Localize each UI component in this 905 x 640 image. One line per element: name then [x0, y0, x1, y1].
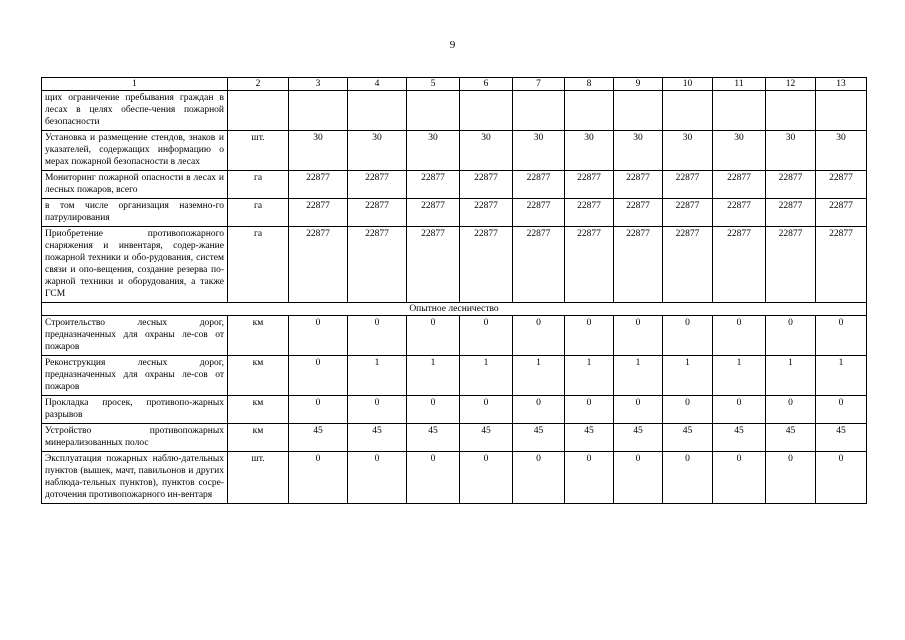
value-cell: 0 — [766, 316, 816, 356]
value-cell: 30 — [663, 131, 713, 171]
column-number-cell: 9 — [614, 78, 663, 91]
value-cell: 0 — [663, 396, 713, 424]
section-row — [42, 303, 867, 316]
value-cell: 22877 — [513, 227, 565, 303]
value-cell: 1 — [713, 356, 766, 396]
value-cell: 30 — [565, 131, 614, 171]
value-cell: 0 — [407, 396, 460, 424]
column-number-header-row — [42, 78, 867, 91]
value-cell: 22877 — [348, 171, 407, 199]
value-cell: 45 — [348, 424, 407, 452]
value-cell: 0 — [348, 396, 407, 424]
value-cell — [289, 91, 348, 131]
activity-name-cell: щих ограничение пребывания граждан в лесах в целях обеспе-чения пожарной безопасности — [42, 91, 228, 131]
value-cell: 0 — [513, 396, 565, 424]
value-cell: 1 — [565, 356, 614, 396]
activity-name-cell: Приобретение противопожарного снаряжения и инвентаря, содер-жание пожарной техники и обо-рудования, систем связи и опо-вещения, создание резерва по-жарной техники и оборудования, а также ГСМ — [42, 227, 228, 303]
value-cell: 22877 — [663, 227, 713, 303]
value-cell: 1 — [816, 356, 867, 396]
value-cell: 22877 — [460, 199, 513, 227]
table-row — [42, 171, 867, 199]
unit-cell: га — [228, 171, 289, 199]
value-cell: 22877 — [565, 199, 614, 227]
unit-cell: га — [228, 227, 289, 303]
value-cell — [565, 91, 614, 131]
value-cell: 30 — [614, 131, 663, 171]
value-cell: 22877 — [460, 171, 513, 199]
table-row — [42, 131, 867, 171]
value-cell: 0 — [565, 316, 614, 356]
fire-safety-table — [41, 77, 867, 504]
value-cell: 45 — [289, 424, 348, 452]
value-cell: 22877 — [565, 227, 614, 303]
value-cell: 45 — [407, 424, 460, 452]
activity-name-cell: Реконструкция лесных дорог, предназначенных для охраны ле-сов от пожаров — [42, 356, 228, 396]
value-cell: 22877 — [713, 227, 766, 303]
value-cell: 0 — [614, 316, 663, 356]
value-cell: 1 — [460, 356, 513, 396]
value-cell: 22877 — [816, 199, 867, 227]
value-cell: 22877 — [513, 199, 565, 227]
value-cell: 1 — [614, 356, 663, 396]
value-cell: 0 — [513, 452, 565, 504]
column-number-cell: 13 — [816, 78, 867, 91]
table-row — [42, 316, 867, 356]
value-cell: 30 — [816, 131, 867, 171]
value-cell — [513, 91, 565, 131]
unit-cell: км — [228, 316, 289, 356]
value-cell: 45 — [460, 424, 513, 452]
unit-cell: шт. — [228, 452, 289, 504]
value-cell: 0 — [614, 452, 663, 504]
value-cell: 0 — [713, 452, 766, 504]
value-cell: 22877 — [766, 171, 816, 199]
value-cell — [407, 91, 460, 131]
value-cell: 1 — [407, 356, 460, 396]
value-cell: 45 — [713, 424, 766, 452]
value-cell: 0 — [663, 316, 713, 356]
value-cell: 0 — [713, 316, 766, 356]
value-cell: 22877 — [663, 171, 713, 199]
column-number-cell: 1 — [42, 78, 228, 91]
value-cell: 30 — [289, 131, 348, 171]
value-cell: 0 — [289, 396, 348, 424]
value-cell: 0 — [766, 452, 816, 504]
unit-cell: км — [228, 424, 289, 452]
unit-cell: шт. — [228, 131, 289, 171]
value-cell — [766, 91, 816, 131]
value-cell: 22877 — [407, 199, 460, 227]
value-cell: 22877 — [816, 227, 867, 303]
value-cell: 30 — [407, 131, 460, 171]
value-cell: 45 — [663, 424, 713, 452]
value-cell: 0 — [513, 316, 565, 356]
table-row — [42, 91, 867, 131]
value-cell: 0 — [663, 452, 713, 504]
activity-name-cell: Устройство противопожарных минерализованных полос — [42, 424, 228, 452]
value-cell: 22877 — [663, 199, 713, 227]
value-cell: 0 — [460, 452, 513, 504]
value-cell: 22877 — [713, 171, 766, 199]
value-cell: 45 — [816, 424, 867, 452]
value-cell: 30 — [766, 131, 816, 171]
value-cell: 22877 — [289, 227, 348, 303]
value-cell: 30 — [513, 131, 565, 171]
value-cell: 22877 — [513, 171, 565, 199]
unit-cell: км — [228, 396, 289, 424]
value-cell: 22877 — [816, 171, 867, 199]
value-cell: 0 — [816, 316, 867, 356]
activity-name-cell: Строительство лесных дорог, предназначенных для охраны ле-сов от пожаров — [42, 316, 228, 356]
column-number-cell: 11 — [713, 78, 766, 91]
column-number-cell: 8 — [565, 78, 614, 91]
value-cell: 22877 — [407, 171, 460, 199]
value-cell — [348, 91, 407, 131]
section-title: Опытное лесничество — [42, 303, 867, 316]
value-cell: 0 — [348, 452, 407, 504]
value-cell: 0 — [289, 316, 348, 356]
value-cell: 0 — [816, 396, 867, 424]
value-cell: 0 — [614, 396, 663, 424]
value-cell: 22877 — [614, 199, 663, 227]
value-cell: 30 — [460, 131, 513, 171]
value-cell: 45 — [614, 424, 663, 452]
value-cell: 1 — [513, 356, 565, 396]
column-number-cell: 7 — [513, 78, 565, 91]
value-cell — [460, 91, 513, 131]
value-cell: 22877 — [289, 171, 348, 199]
value-cell — [713, 91, 766, 131]
table-row — [42, 227, 867, 303]
value-cell: 0 — [713, 396, 766, 424]
table-row — [42, 199, 867, 227]
value-cell: 22877 — [460, 227, 513, 303]
value-cell: 45 — [766, 424, 816, 452]
value-cell: 45 — [513, 424, 565, 452]
column-number-cell: 3 — [289, 78, 348, 91]
value-cell: 22877 — [348, 227, 407, 303]
unit-cell: км — [228, 356, 289, 396]
value-cell: 0 — [289, 356, 348, 396]
value-cell: 22877 — [766, 227, 816, 303]
value-cell: 45 — [565, 424, 614, 452]
table-row — [42, 356, 867, 396]
table-body — [42, 78, 867, 504]
value-cell: 0 — [565, 396, 614, 424]
value-cell: 0 — [407, 452, 460, 504]
value-cell: 30 — [713, 131, 766, 171]
value-cell: 1 — [348, 356, 407, 396]
value-cell: 22877 — [614, 227, 663, 303]
value-cell: 0 — [565, 452, 614, 504]
value-cell: 30 — [348, 131, 407, 171]
value-cell: 0 — [348, 316, 407, 356]
value-cell: 0 — [460, 396, 513, 424]
column-number-cell: 2 — [228, 78, 289, 91]
value-cell: 0 — [460, 316, 513, 356]
column-number-cell: 6 — [460, 78, 513, 91]
value-cell: 22877 — [348, 199, 407, 227]
activity-name-cell: Прокладка просек, противопо-жарных разрывов — [42, 396, 228, 424]
value-cell: 0 — [407, 316, 460, 356]
value-cell: 0 — [816, 452, 867, 504]
unit-cell: га — [228, 199, 289, 227]
value-cell — [816, 91, 867, 131]
page-number: 9 — [449, 39, 456, 51]
value-cell: 1 — [766, 356, 816, 396]
column-number-cell: 12 — [766, 78, 816, 91]
value-cell — [663, 91, 713, 131]
column-number-cell: 5 — [407, 78, 460, 91]
value-cell: 22877 — [713, 199, 766, 227]
value-cell: 22877 — [407, 227, 460, 303]
unit-cell — [228, 91, 289, 131]
table-row — [42, 452, 867, 504]
value-cell: 1 — [663, 356, 713, 396]
activity-name-cell: Мониторинг пожарной опасности в лесах и лесных пожаров, всего — [42, 171, 228, 199]
value-cell: 22877 — [289, 199, 348, 227]
value-cell — [614, 91, 663, 131]
activity-name-cell: Эксплуатация пожарных наблю-дательных пунктов (вышек, мачт, павильонов и других наблюда-тельных пунктов), пунктов сосре-доточения противопожарного ин-вентаря — [42, 452, 228, 504]
activity-name-cell: в том числе организация наземно-го патрулирования — [42, 199, 228, 227]
column-number-cell: 10 — [663, 78, 713, 91]
table-row — [42, 424, 867, 452]
value-cell: 22877 — [766, 199, 816, 227]
value-cell: 0 — [289, 452, 348, 504]
activity-name-cell: Установка и размещение стендов, знаков и указателей, содержащих информацию о мерах пожарной безопасности в лесах — [42, 131, 228, 171]
value-cell: 0 — [766, 396, 816, 424]
value-cell: 22877 — [614, 171, 663, 199]
table-row — [42, 396, 867, 424]
column-number-cell: 4 — [348, 78, 407, 91]
value-cell: 22877 — [565, 171, 614, 199]
